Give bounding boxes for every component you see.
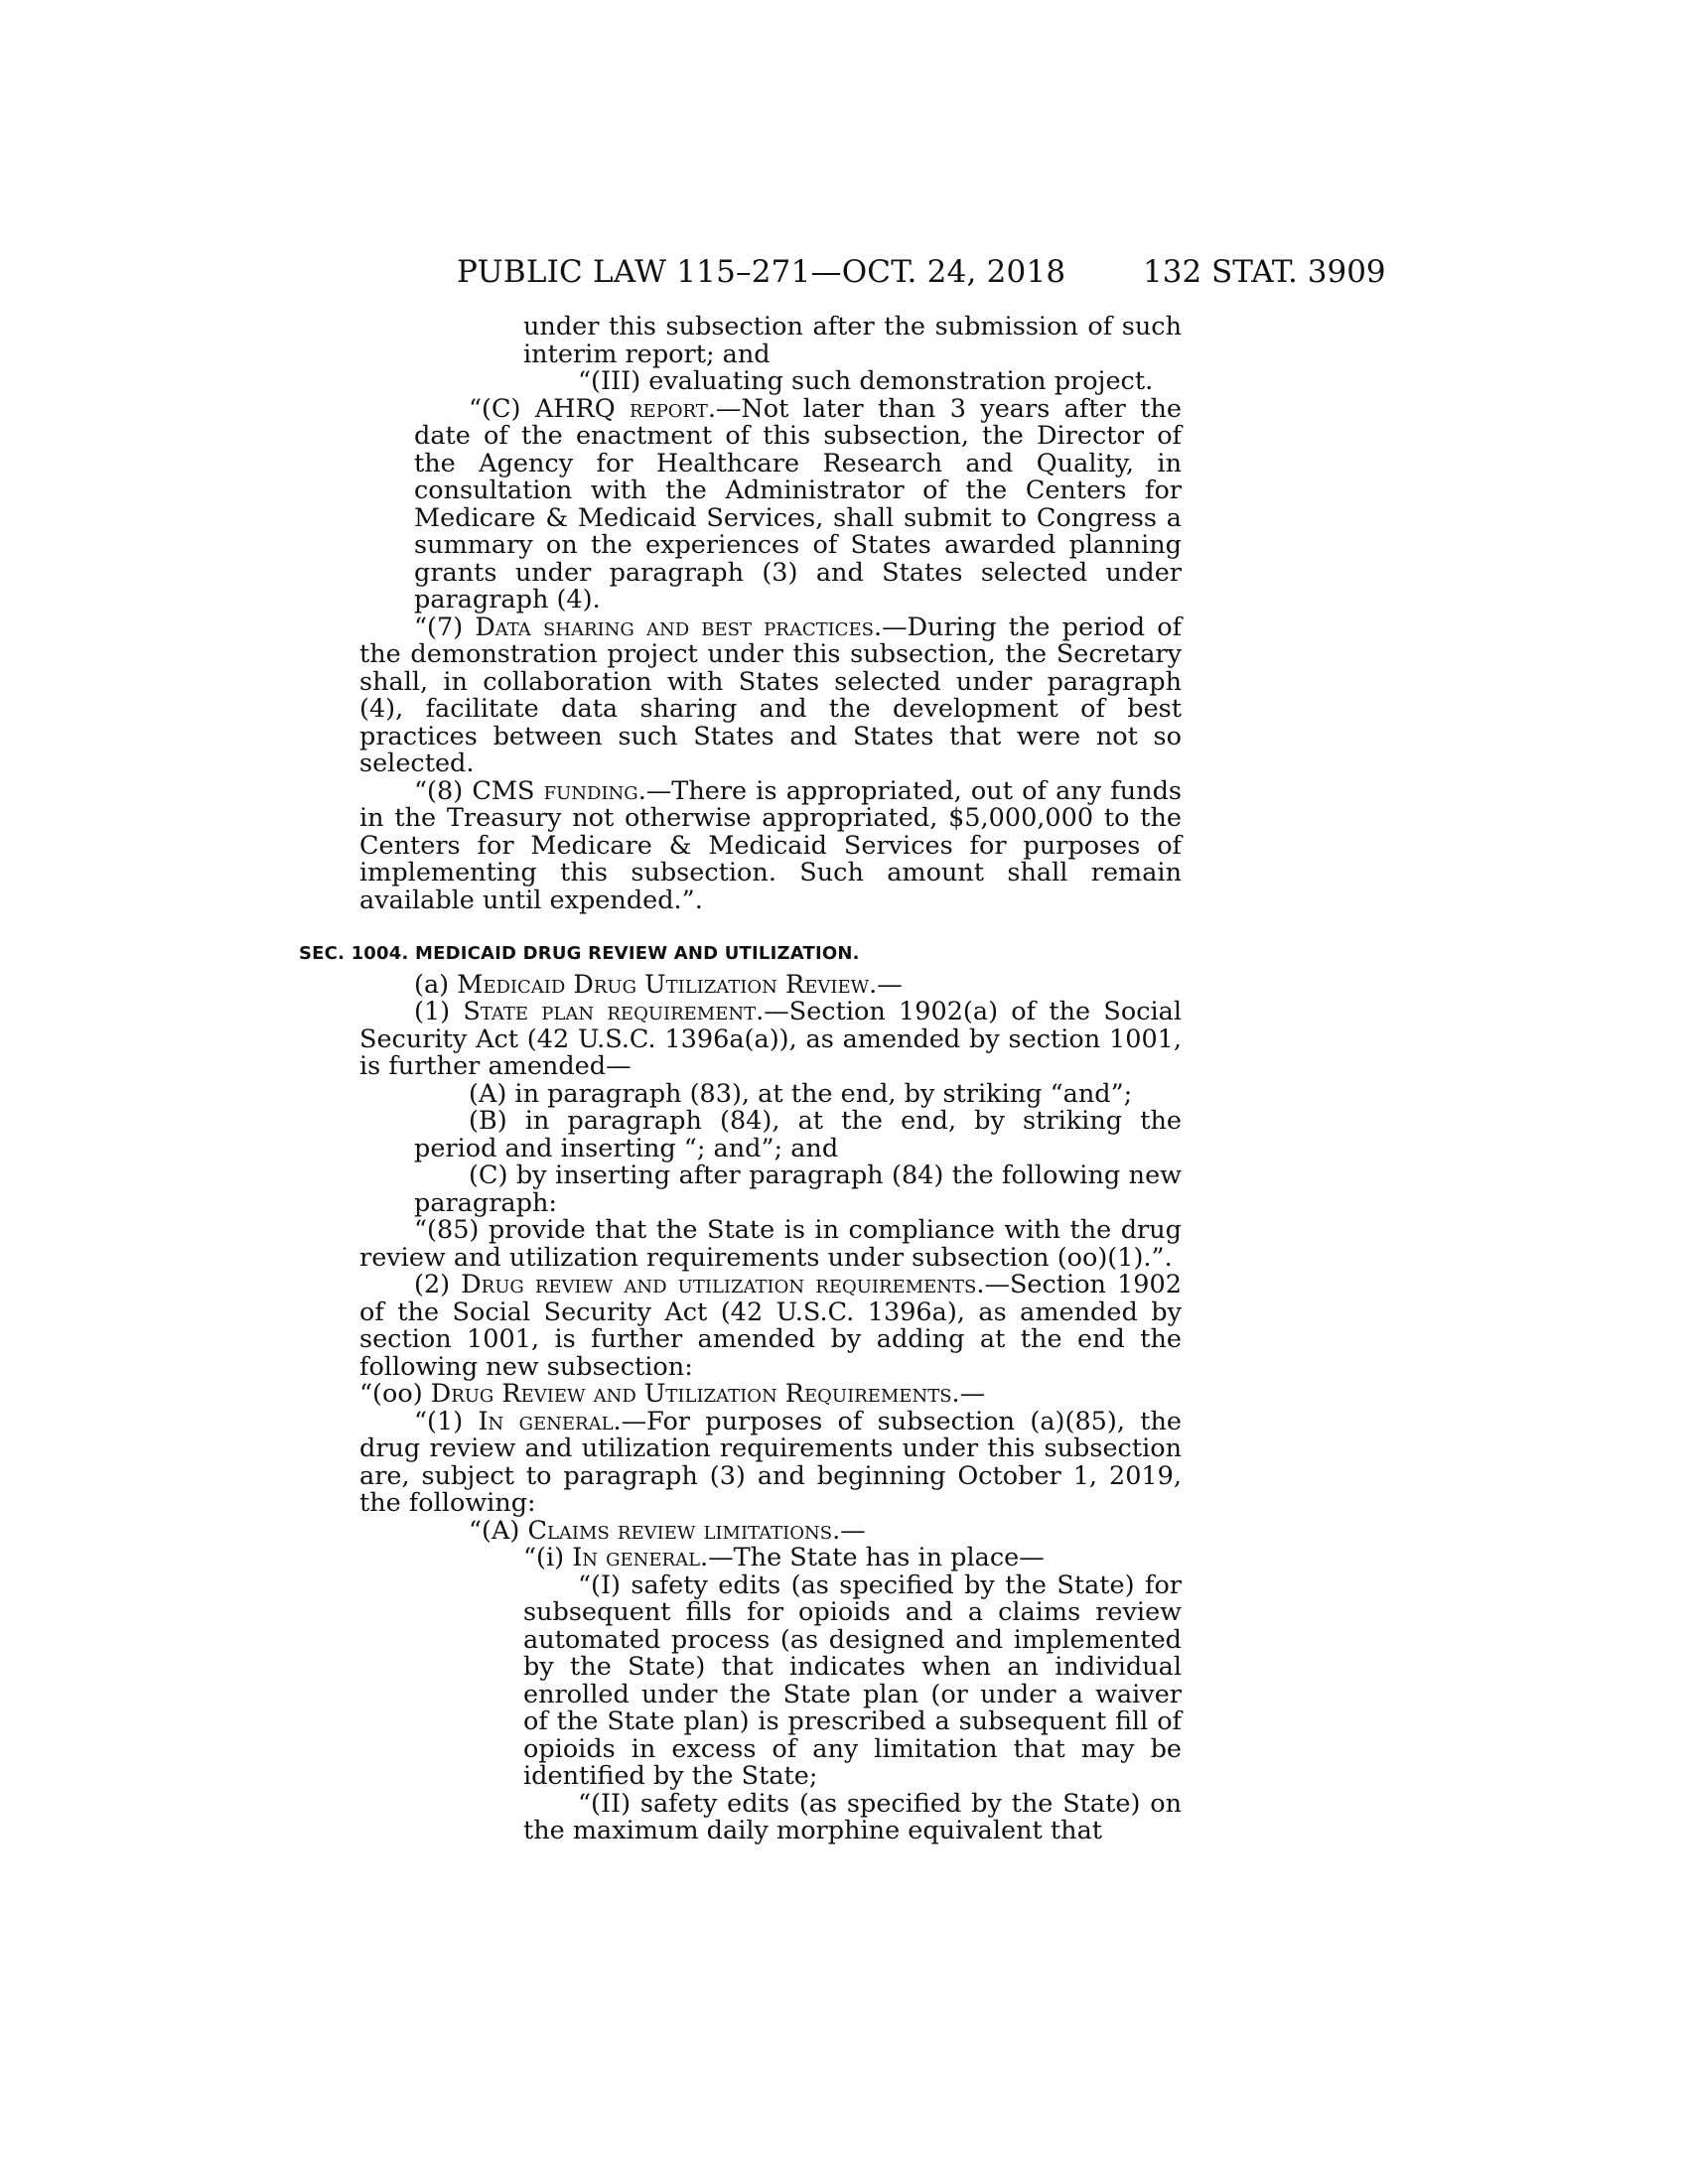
paragraph-a1	[359, 999, 1182, 1081]
paragraph-7-heading: Data sharing and best practices	[475, 612, 874, 642]
paragraph-8-text: .—There is appropriated, out of any funds in the Treasury not otherwise appropriated, $5,000,000 to the Centers for Medicare & Medicaid Services for purposes of implementing this subsection. Such amount shall remain available until expended.”.	[359, 775, 1182, 915]
paragraph-8-lead: “(8) CMS	[414, 775, 544, 806]
subparagraph-A-heading: Claims review limitations	[527, 1515, 833, 1546]
subparagraph-A-claims	[359, 1515, 1182, 1546]
paragraph-oo1-heading: In general	[478, 1406, 614, 1436]
paragraph-oo1	[359, 1406, 1183, 1518]
paragraph-a1-lead: (1)	[414, 997, 464, 1026]
subsection-oo-lead: “(oo)	[359, 1379, 431, 1409]
subsection-a-lead: (a)	[414, 969, 458, 1000]
clause-i-heading: In general	[572, 1543, 701, 1572]
subsection-oo-text: .—	[951, 1379, 986, 1409]
paragraph-a1-text: .—Section 1902(a) of the Social Security Act (42 U.S.C. 1396a(a)), as amended by section 1001, is further amended—	[359, 997, 1182, 1081]
paragraph-7-data-sharing	[359, 614, 1182, 778]
clause-i-text: .—The State has in place—	[700, 1543, 1045, 1572]
subsection-a	[359, 969, 1182, 1000]
page-body	[299, 312, 1183, 1845]
running-header-title: PUBLIC LAW 115–271—OCT. 24, 2018	[457, 254, 1066, 290]
subclause-II: “(II) safety edits (as specified by the State) on the maximum daily morphine equivalent that	[523, 1788, 1182, 1845]
subsection-oo-heading: Drug Review and Utilization Requirements	[430, 1379, 952, 1409]
paragraph-continuation: under this subsection after the submission of such interim report; and	[523, 312, 1182, 369]
paragraph-8-cms-funding	[359, 775, 1182, 915]
paragraph-C-text: .—Not later than 3 years after the date of the enactment of this subsection, the Director of the Agency for Healthcare Research and Quality, in consultation with the Administrator of the Centers for Medicare & Medicaid Services, shall submit to Congress a summary on the experiences of States awarded planning grants under paragraph (3) and States selected under paragraph (4).	[414, 393, 1182, 614]
subparagraph-a1B: (B) in paragraph (84), at the end, by striking the period and inserting “; and”; and	[414, 1106, 1182, 1163]
clause-i-in-general	[359, 1545, 1182, 1572]
subparagraph-A-text: .—	[832, 1515, 866, 1546]
subparagraph-A-lead: “(A)	[469, 1515, 528, 1546]
subsection-oo	[359, 1381, 1182, 1409]
paragraph-7-lead: “(7)	[414, 612, 476, 642]
paragraph-C-lead: “(C) AHRQ	[469, 393, 630, 424]
paragraph-a1-heading: State plan requirement	[463, 997, 757, 1026]
paragraph-a2-lead: (2)	[414, 1270, 462, 1299]
subsection-a-text: .—	[869, 969, 903, 1000]
clause-i-lead: “(i)	[523, 1543, 573, 1572]
subparagraph-a1C: (C) by inserting after paragraph (84) the following new paragraph:	[414, 1160, 1182, 1218]
paragraph-oo1-lead: “(1)	[414, 1406, 479, 1436]
paragraph-C-heading: report	[630, 393, 708, 424]
paragraph-a2-text: .—Section 1902 of the Social Security Act (42 U.S.C. 1396a), as amended by section 1001, is further amended by adding at the end the following new subsection:	[359, 1270, 1182, 1382]
subsection-a-heading: Medicaid Drug Utilization Review	[457, 969, 870, 1000]
paragraph-C-ahrq-report	[359, 393, 1182, 614]
subclause-I: “(I) safety edits (as specified by the State) for subsequent fills for opioids and a claims review automated process (as designed and implemented by the State) that indicates when an individual enrolled under the State plan (or under a waiver of the State plan) is prescribed a subsequent fill of opioids in excess of any limitation that may be identified by the State;	[523, 1570, 1182, 1791]
section-heading: SEC. 1004. MEDICAID DRUG REVIEW AND UTILIZATION.	[299, 943, 860, 964]
paragraph-a2-heading: Drug review and utilization requirements	[461, 1270, 977, 1299]
running-header-page: 132 STAT. 3909	[1143, 254, 1386, 290]
paragraph-7-text: .—During the period of the demonstration project under this subsection, the Secretary shall, in collaboration with States selected under paragraph (4), facilitate data sharing and the development of best practices between such States and States that were not so selected.	[359, 612, 1183, 778]
subparagraph-a1A: (A) in paragraph (83), at the end, by striking “and”;	[469, 1078, 1133, 1109]
paragraph-8-heading: funding	[543, 775, 638, 806]
paragraph-a2	[359, 1272, 1182, 1381]
paragraph-85: “(85) provide that the State is in compliance with the drug review and utilization requirements under subsection (oo)(1).”.	[359, 1215, 1182, 1273]
clause-III-evaluating: “(III) evaluating such demonstration project.	[578, 366, 1154, 396]
paragraph-oo1-text: .—For purposes of subsection (a)(85), the drug review and utilization requirements under this subsection are, subject to paragraph (3) and beginning October 1, 2019, the following:	[359, 1406, 1183, 1518]
